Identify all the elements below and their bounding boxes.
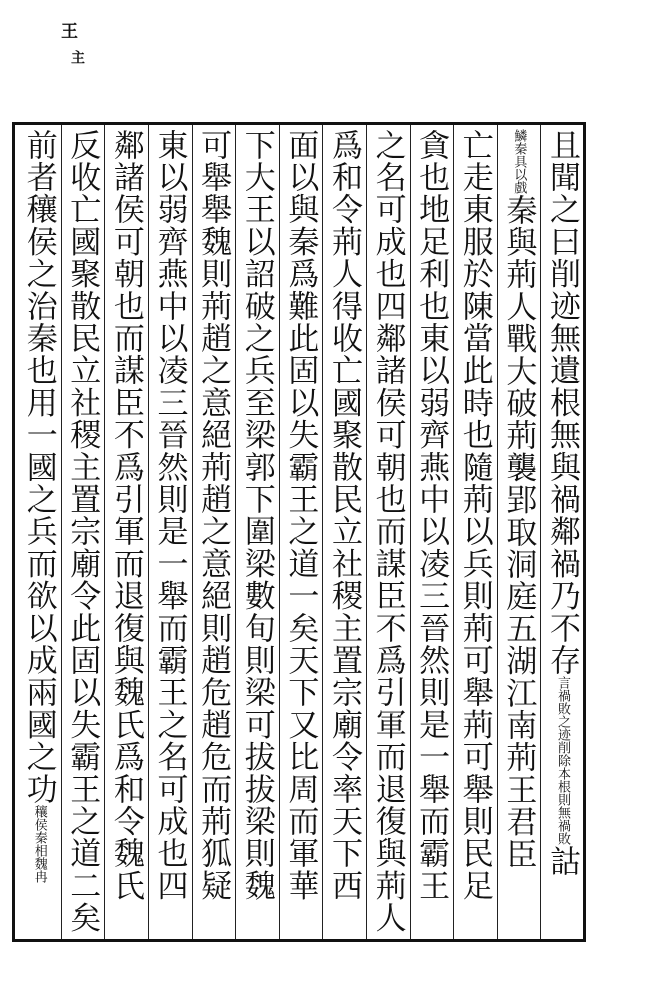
column-13-main: 前者穰侯之治秦也用一國之兵而欲以成兩國之功 [20,129,57,806]
text-column-4 [410,125,454,939]
text-column-9 [192,125,236,939]
column-11-main: 鄰諸侯可朝也而謀臣不爲引軍而退復與魏氏爲和令魏氏 [107,129,144,902]
text-column-8 [235,125,279,939]
column-7-main: 面以與秦爲難此固以失霸王之道一矣天下又比周而軍華 [282,129,319,902]
column-12-main: 反收亡國聚散民立社稷主置宗廟令此固以失霸王之道二矣 [64,129,101,934]
column-1-main: 且聞之曰削迹無遺根無與禍鄰禍乃不存 [544,129,580,677]
column-9-main: 可舉舉魏則荊趙之意絕荊趙之意絕則趙危趙危而荊狐疑 [195,129,232,902]
margin-mark-lower: 主 [69,50,85,66]
text-column-13 [18,125,61,939]
column-2-main: 秦與荊人戰大破荊襲郢取洞庭五湖江南荊王君臣 [500,194,537,871]
column-8-main: 下大王以詔破之兵至梁郭下圍梁數旬則梁可拔拔梁則魏 [238,129,275,902]
column-4-main: 貪也地足利也東以弱齊燕中以凌三晉然則是一舉而霸王 [413,129,450,902]
text-column-2 [497,125,541,939]
column-6-main: 爲和令荊人得收亡國聚散民立社稷主置宗廟令率天下西 [325,129,362,902]
text-column-12 [61,125,105,939]
text-column-7 [279,125,323,939]
column-1-annotation: 言禍敗之迹削除本根則無禍敗 [555,676,570,846]
column-3-main: 亡走東服於陳當此時也隨荊以兵則荊可舉荊可舉則民足 [456,129,493,902]
column-2-annotation: 鱗秦具以戲 [511,129,527,194]
text-column-1 [540,125,584,939]
text-column-11 [104,125,148,939]
column-1-tail: 詁 [544,845,580,878]
column-13-annotation: 穰侯秦相魏冉 [31,805,47,884]
column-10-main: 東以弱齊燕中以凌三晉然則是一舉而霸王之名可成也四 [151,129,188,902]
text-column-5 [366,125,410,939]
text-block [18,125,584,939]
margin-mark-upper: 王 [57,22,77,41]
text-column-10 [148,125,192,939]
text-column-3 [453,125,497,939]
text-column-6 [322,125,366,939]
column-5-main: 之名可成也四鄰諸侯可朝也而謀臣不爲引軍而退復與荊人 [369,129,406,934]
